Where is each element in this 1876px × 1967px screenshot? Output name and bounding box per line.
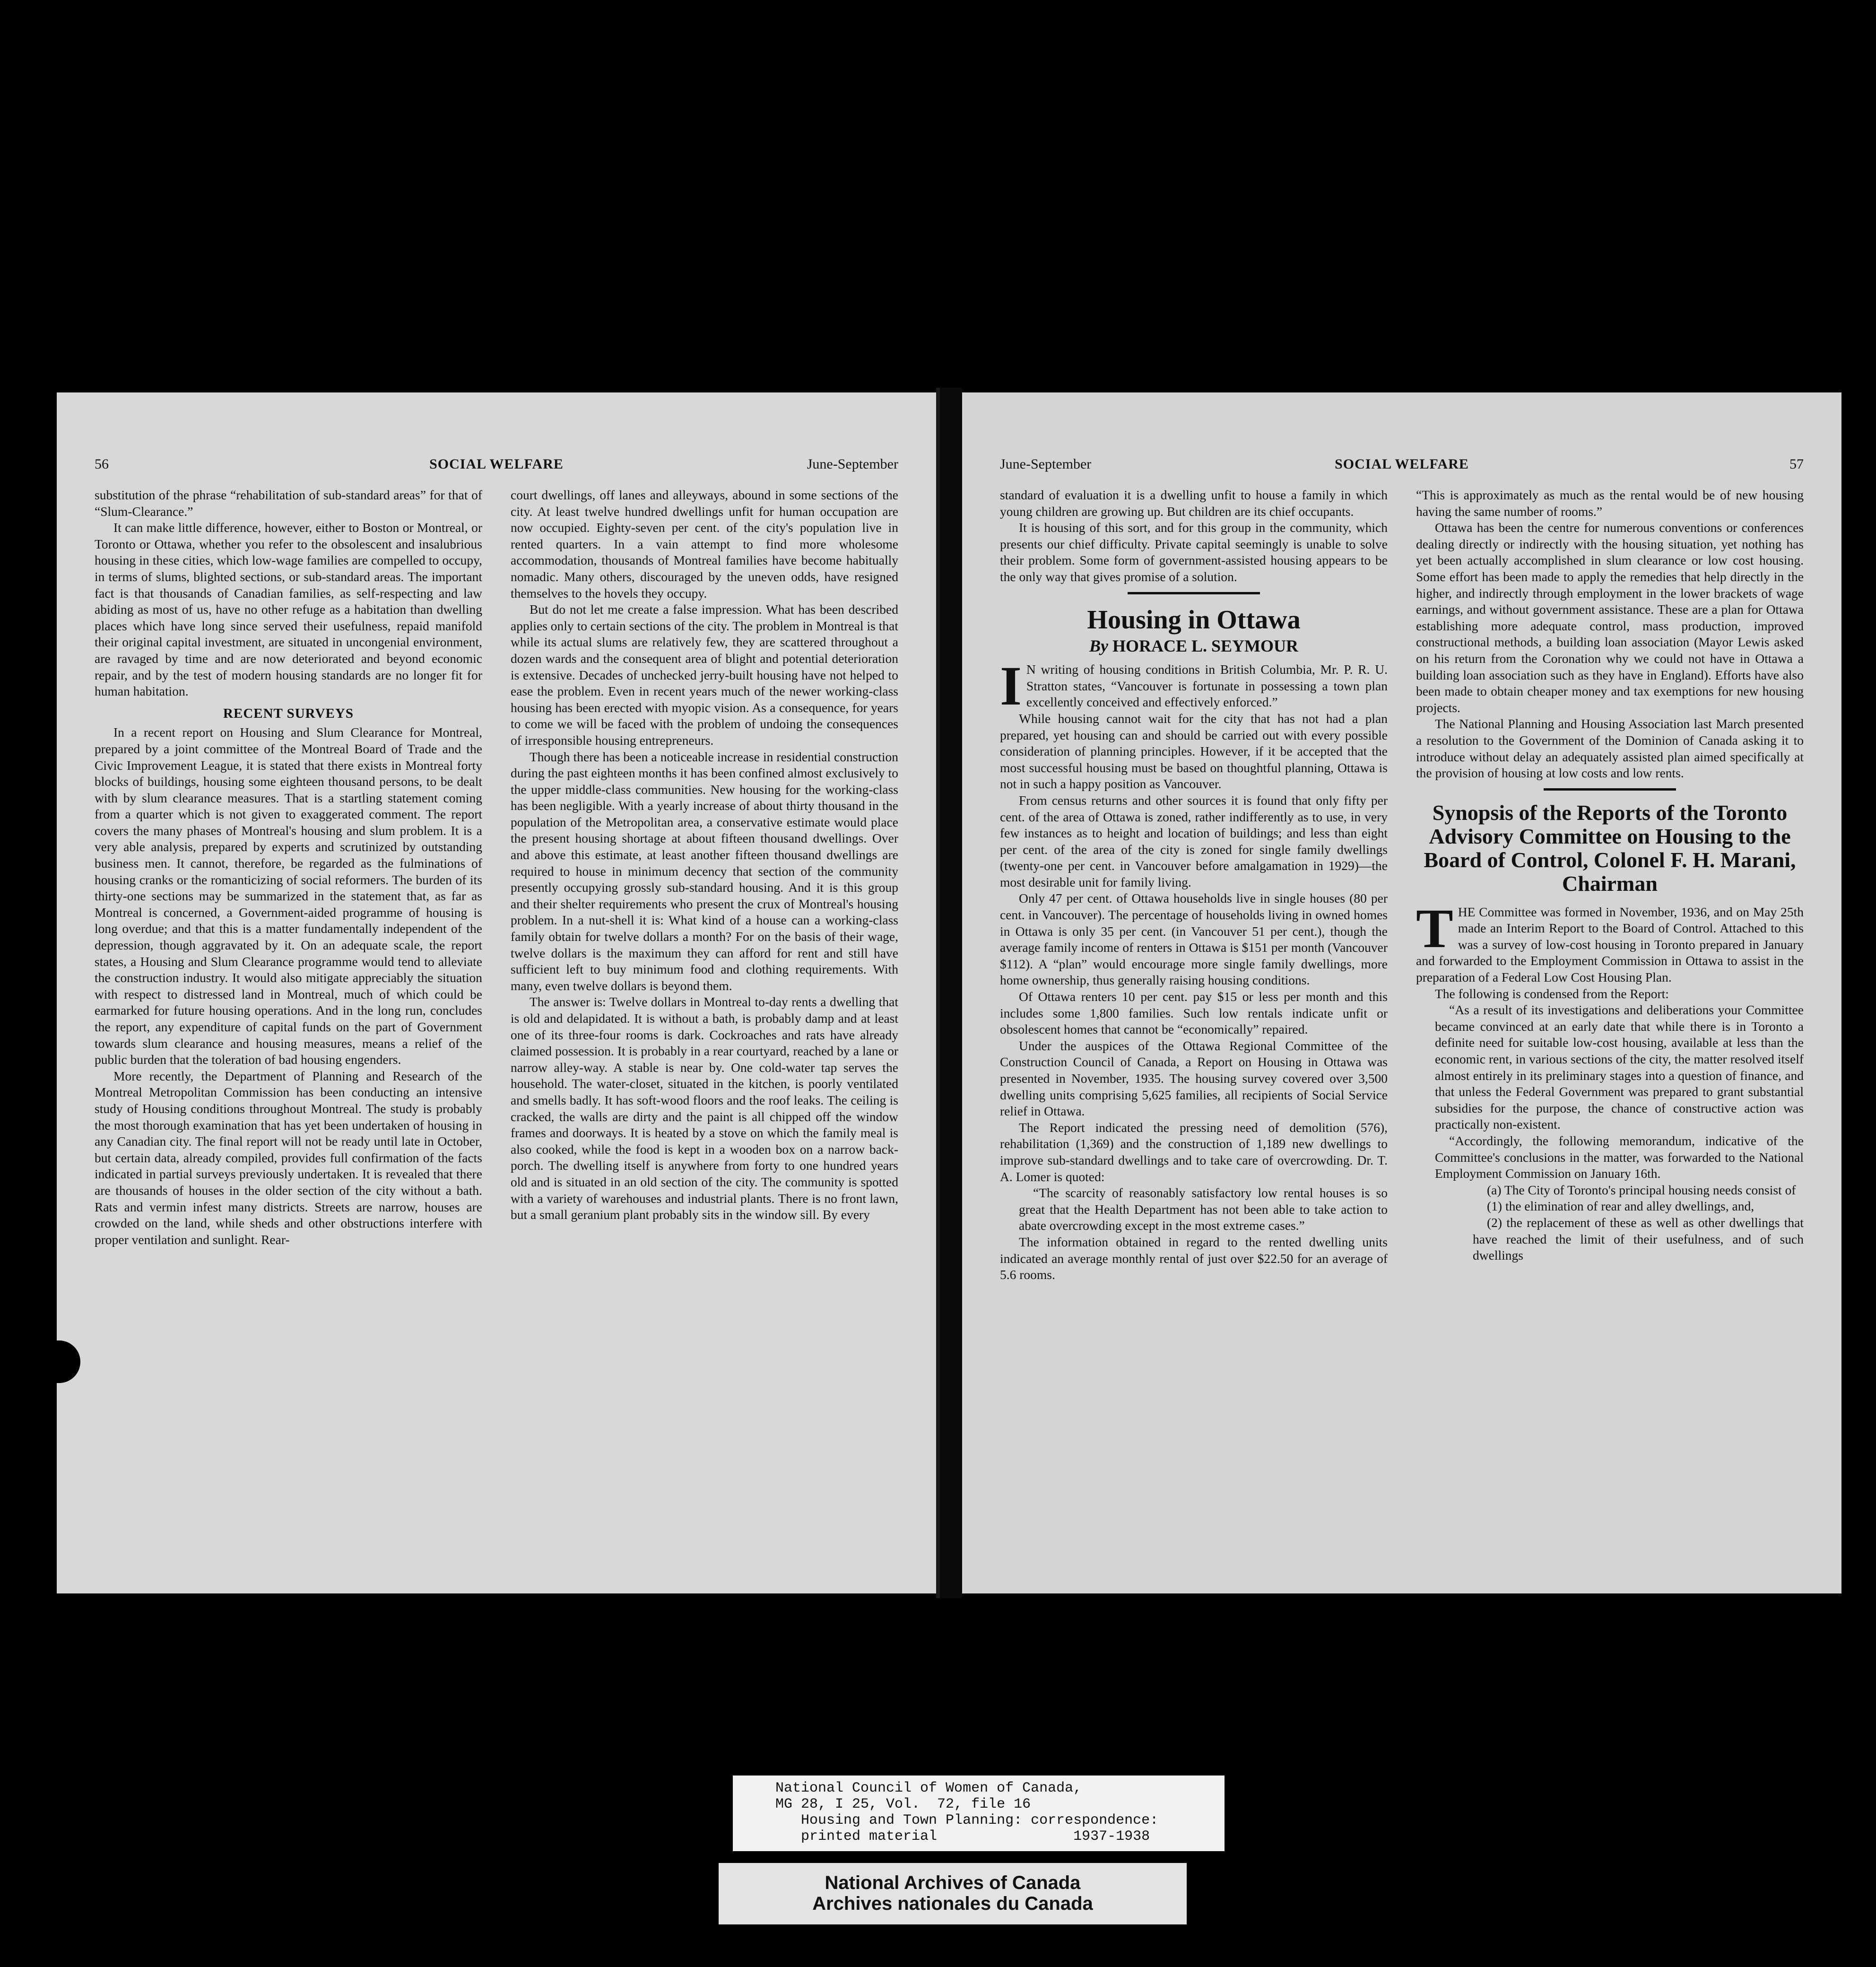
quote-text: “Accordingly, the following memorandum, indicative of the Committee's conclusions in the matter, was forwarded to the National Employment Commission on January 16th.: [1435, 1133, 1804, 1181]
paragraph: The following is condensed from the Report:: [1435, 986, 1669, 1001]
paragraph: court dwellings, off lanes and alleyways, abound in some sections of the city. At least twelve hundred dwellings unfit for human occupation are now occupied. Eighty-seven per cent. of the city's population live in rented quarters. In a vain attempt to find more wholesome accommodation, thousands of Montreal families have become habitually nomadic. Many others, discouraged by the uneven odds, have resigned themselves to the hovels they occupy.: [511, 487, 898, 601]
paragraph: Under the auspices of the Ottawa Regional Committee of the Construction Council of Canada, a Report on Housing in Ottawa was presented in November, 1935. The housing survey covered over 3,500 dwelling units comprising 5,625 families, all recipients of Social Service relief in Ottawa.: [1000, 1038, 1388, 1119]
archive-label-line: printed material 1937-1938: [775, 1828, 1150, 1845]
paragraph: More recently, the Department of Planning and Research of the Montreal Metropolitan Commission has been conducting an intensive study of Housing conditions throughout Montreal. The study is probably the most thorough examination that has yet been undertaken of housing in any Canadian city. The final report will not be ready until late in October, but certain data, already compiled, provides full confirmation of the facts indicated in partial surveys previously undertaken. It is revealed that there are thousands of houses in the older section of the city without a bath. Rats and vermin infest many districts. Streets are narrow, houses are crowded on the land, while sheds and other obstructions interfere with proper ventilation and sunlight. Rear-: [95, 1068, 482, 1247]
byline-author: HORACE L. SEYMOUR: [1112, 636, 1299, 655]
drop-cap: T: [1416, 897, 1453, 959]
paragraph: Only 47 per cent. of Ottawa households live in single houses (80 per cent. in Vancouver). The percentage of households living in owned homes in Ottawa is only 35 per cent. (in Vancouver 51 per cent.), though the average family income of renters in Ottawa is $151 per month (Vancouver $112). A “plan” would encourage more single family dwellings, more home ownership, thus generally raising housing conditions.: [1000, 891, 1388, 988]
block-quote: [1435, 1002, 1804, 1264]
paragraph: standard of evaluation it is a dwelling unfit to house a family in which young children are growing up. But children are its chief occupants.: [1000, 487, 1388, 519]
list-item: (a) The City of Toronto's principal housing needs consist of: [1487, 1182, 1796, 1197]
paragraph: It is housing of this sort, and for this group in the community, which presents our chief difficulty. Private capital seemingly is unable to solve their problem. Some form of government-assisted housing appears to be the only way that gives promise of a solution.: [1000, 520, 1388, 584]
archive-stamp: [719, 1863, 1187, 1924]
section-heading: RECENT SURVEYS: [223, 705, 354, 721]
paragraph: From census returns and other sources it is found that only fifty per cent. of the area of Ottawa is zoned, rather indifferently as to use, in very few instances as to height and location of buildings; and less than eight per cent. of the area of the city is zoned for single family dwellings (twenty-one per cent. in Vancouver before amalgamation in 1929)—the most desirable unit for family living.: [1000, 792, 1388, 889]
paragraph: The answer is: Twelve dollars in Montreal to-day rents a dwelling that is old and delapidated. It is without a bath, is probably damp and at least one of its three-four rooms is dark. Cockroaches and rats have already claimed possession. It is probably in a rear courtyard, reached by a lane or narrow alley-way. A stable is near by. One cold-water tap serves the household. The water-closet, situated in the kitchen, is poorly ventilated and smells badly. It has soft-wood floors and the roof leaks. The ceiling is cracked, the walls are dirty and the paint is all chipped off the window frames and doorways. It is heated by a stove on which the family meal is also cooked, while the food is kept in a wooden box on a narrow back-porch. The dwelling itself is anywhere from forty to one hundred years old and is situated in an old section of the city. The community is spotted with a variety of warehouses and industrial plants. There is no front lawn, but a small geranium plant probably sits in the window sill. By every: [511, 994, 898, 1222]
magazine-title: SOCIAL WELFARE: [429, 456, 564, 472]
lead-paragraph: [1416, 897, 1804, 986]
list-item: (1) the elimination of rear and alley dwellings, and,: [1487, 1199, 1754, 1214]
divider-rule: [1128, 592, 1260, 594]
page-number: 56: [95, 456, 109, 472]
magazine-title: SOCIAL WELFARE: [1335, 456, 1469, 472]
lead-text: N writing of housing conditions in British Columbia, Mr. P. R. U. Stratton states, “Vancouver is fortunate in possessing a town plan excellently conceived and effectively enforced.”: [1026, 662, 1388, 710]
paragraph: In a recent report on Housing and Slum Clearance for Montreal, prepared by a joint committee of the Montreal Board of Trade and the Civic Improvement League, it is stated that there exists in Montreal forty blocks of buildings, housing some eighteen thousand persons, to be dealt with by slum clearance measures. That is a startling statement coming from a quarter which is not given to exaggerated comment. The report covers the many phases of Montreal's housing and slum problem. It is a very able analysis, prepared by experts and scrutinized by outstanding business men. It cannot, therefore, be regarded as the fulminations of housing cranks or the romanticizing of social reformers. The burden of its thirty-one sections may be summarized in the statement that, as far as Montreal is concerned, a Government-aided programme of housing is long overdue; and that this is a matter fundamentally independent of the depression, though aggravated by it. On an adequate scale, the report states, a Housing and Slum Clearance programme would tend to alleviate the construction industry. It would also mitigate appreciably the situation with respect to distressed land in Montreal, much of which could be earmarked for future housing operations. And in the long run, concludes the report, any expenditure of capital funds on the part of Government towards slum clearance and housing measures, means a relief of the public burden that the toleration of bad housing engenders.: [95, 725, 482, 1067]
left-page: [57, 392, 936, 1593]
archive-label-line: MG 28, I 25, Vol. 72, file 16: [775, 1796, 1031, 1812]
right-column-2: [1416, 487, 1804, 1264]
right-column-1: [1000, 487, 1388, 1283]
list-item: (2) the replacement of these as well as other dwellings that have reached the limit of their usefulness, and of such dwellings: [1473, 1215, 1804, 1263]
paragraph: The information obtained in regard to the rented dwelling units indicated an average monthly rental of just over $22.50 for an average of 5.6 rooms.: [1000, 1234, 1388, 1282]
lead-text: HE Committee was formed in November, 1936, and on May 25th made an Interim Report to the Board of Control. Attached to this was a survey of low-cost housing in Toronto prepared in January and forwarded to the Employment Commission in Ottawa to assist in the preparation of a Federal Low Cost Housing Plan.: [1416, 904, 1804, 985]
drop-cap: I: [1000, 655, 1022, 717]
left-column-1: [95, 487, 482, 1248]
page-number: 57: [1789, 456, 1804, 472]
page-gutter: [936, 388, 962, 1598]
archive-stamp-line: Archives nationales du Canada: [812, 1893, 1093, 1914]
byline: [1000, 638, 1388, 654]
quote-text: “As a result of its investigations and deliberations your Committee became convinced at an early date that while there is in Toronto a definite need for suitable low-cost housing, available at less than the economic rent, in various sections of the city, the matter resolved itself almost entirely in its preliminary stages into a question of finance, and that unless the Federal Government was prepared to grant substantial subsidies for the purpose, the chance of constructive action was practically non-existent.: [1435, 1002, 1804, 1132]
paragraph: But do not let me create a false impression. What has been described applies only to certain sections of the city. The problem in Montreal is that while its actual slums are relatively few, they are scattered throughout a dozen wards and the consequent area of blight and potential deterioration is extensive. Decades of unchecked jerry-built housing have not helped to ease the problem. Even in recent years much of the newer working-class housing has been erected with myopic vision. As a consequence, for years to come we will be faced with the problem of undoing the consequences of irresponsible housing entrepreneurs.: [511, 602, 898, 748]
paragraph: Though there has been a noticeable increase in residential construction during the past eighteen months it has been confined almost exclusively to the upper middle-class communities. New housing for the working-class has been negligible. With a yearly increase of about thirty thousand in the population of the Metropolitan area, a conservative estimate would place the present housing shortage at about fifteen thousand dwellings. Over and above this estimate, at least another fifteen thousand dwellings are required to house in minimum decency that section of the community presently occupying grossly sub-standard housing. And it is this group and their shelter requirements who present the crux of Montreal's housing problem. In a nut-shell it is: What kind of a house can a working-class family obtain for twelve dollars a month? For on the basis of their wage, twelve dollars is the maximum they can afford for rent and still have sufficient left to buy minimum food and clothing requirements. With many, even twelve dollars is beyond them.: [511, 749, 898, 993]
archive-stamp-line: National Archives of Canada: [825, 1872, 1081, 1893]
paragraph: “This is approximately as much as the rental would be of new housing having the same number of rooms.”: [1416, 487, 1804, 519]
paragraph: The Report indicated the pressing need of demolition (576), rehabilitation (1,369) and the construction of 1,189 new dwellings to improve sub-standard dwellings and to take care of overcrowding. Dr. T. A. Lomer is quoted:: [1000, 1120, 1388, 1184]
synopsis-title: Synopsis of the Reports of the Toronto Advisory Committee on Housing to the Board of Control, Colonel F. H. Marani, Chairman: [1424, 800, 1796, 896]
right-page: [962, 392, 1841, 1593]
paragraph: Ottawa has been the centre for numerous conventions or conferences dealing directly or indirectly with the housing situation, yet nothing has yet been actually accomplished in slum clearance or low cost housing. Some effort has been made to apply the remedies that help directly in the higher, and indirectly through employment in the lower brackets of wage earnings, and without government assistance. These are a plan for Ottawa establishing more adequate control, mass production, improved constructional methods, a building loan association (Mayor Lewis asked on his return from the Coronation why we could not have in Ottawa a building loan association such as they have in England). Efforts have also been made to obtain cheaper money and tax exemptions for new housing projects.: [1416, 520, 1804, 715]
lead-paragraph: [1000, 655, 1388, 717]
article-title: Housing in Ottawa: [1087, 605, 1301, 635]
paragraph: Of Ottawa renters 10 per cent. pay $15 or less per month and this includes some 1,800 families. Such low rentals indicate unfit or obsolescent homes that cannot be “economically” repaired.: [1000, 989, 1388, 1037]
sub-list: [1473, 1182, 1804, 1264]
left-column-2: [511, 487, 898, 1223]
paragraph: It can make little difference, however, either to Boston or Montreal, or Toronto or Ottawa, whether you refer to the obsolescent and insalubrious housing in these cities, which low-wage families are compelled to occupy, in terms of slums, blighted sections, or sub-standard areas. The important fact is that thousands of Canadian families, as self-respecting and law abiding as most of us, have no other refuge as a habitation than dwelling places which have long since served their usefulness, repaid manifold their original capital investment, are situated in uncongenial environment, are ravaged by time and are now deteriorated and beyond economic repair, and by the test of modern housing standards are no longer fit for human habitation.: [95, 520, 482, 699]
byline-by: By: [1089, 636, 1108, 655]
divider-rule: [1544, 788, 1676, 791]
right-page-header: [1000, 456, 1804, 480]
paragraph: substitution of the phrase “rehabilitation of sub-standard areas” for that of “Slum-Clearance.”: [95, 487, 482, 519]
issue-date: June-September: [807, 456, 898, 472]
paragraph: The National Planning and Housing Association last March presented a resolution to the Government of the Dominion of Canada asking it to introduce without delay an adequately assisted plan aimed specifically at the provision of housing at low costs and low rents.: [1416, 716, 1804, 781]
paragraph: While housing cannot wait for the city that has not had a plan prepared, yet housing can and should be carried out with every possible consideration of planning principles. However, if it be accepted that the most successful housing must be based on thoughtful planning, Ottawa is not in such a happy position as Vancouver.: [1000, 711, 1388, 792]
quote-text: “The scarcity of reasonably satisfactory low rental houses is so great that the Health Department has not been able to take action to abate overcrowding except in the most extreme cases.”: [1019, 1185, 1388, 1233]
issue-date: June-September: [1000, 456, 1092, 472]
archive-label-line: National Council of Women of Canada,: [775, 1780, 1082, 1796]
left-page-header: [95, 456, 898, 480]
archive-label: [733, 1776, 1225, 1851]
archive-label-line: Housing and Town Planning: correspondence:: [775, 1812, 1159, 1828]
block-quote: [1019, 1185, 1388, 1234]
gutter-edge: [936, 388, 940, 1598]
